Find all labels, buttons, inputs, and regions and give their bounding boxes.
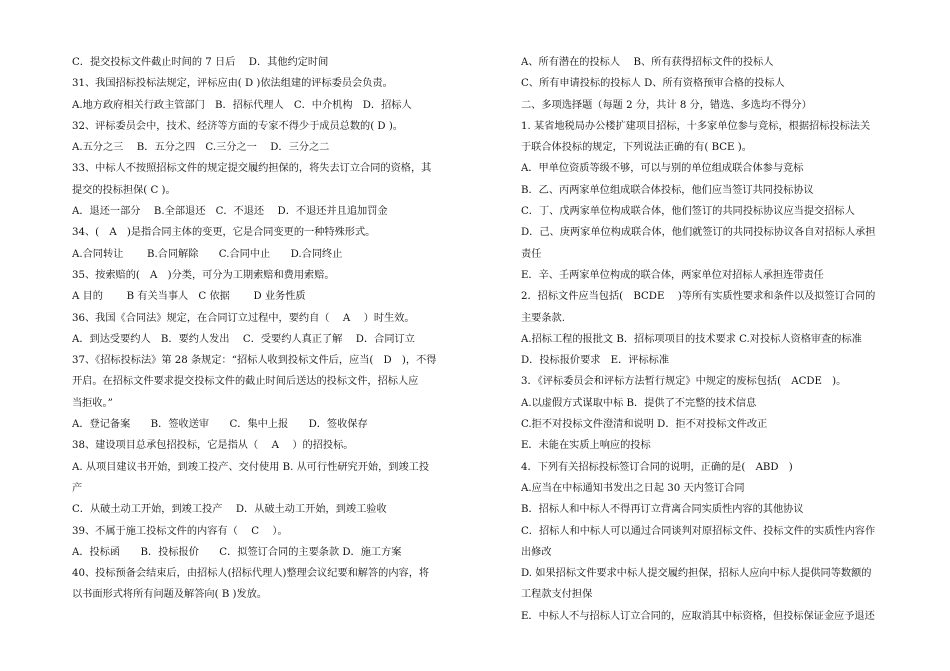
text-line: 于联合体投标的规定，下列说法正确的有( BCE )。 — [521, 142, 752, 154]
text-line: C．提交投标文件截止时间的 7 日后 D．其他约定时间 — [72, 57, 329, 68]
text-line: 2．招标文件应当包括( BCDE )等所有实质性要求和条件以及拟签订合同的 — [521, 291, 876, 303]
text-line: A.应当在中标通知书发出之日起 30 天内签订合同 — [521, 482, 745, 494]
text-line: A、所有潜在的投标人 B、所有获得招标文件的投标人 — [521, 57, 774, 68]
text-line: 以书面形式将所有问题及解答向( B )发放。 — [72, 589, 268, 601]
text-line: A.招标工程的报批文 B．招标项项目的技术要求 C.对投标人资格审查的标准 — [521, 333, 862, 345]
text-line: C、所有申请投标的投标人 D、所有资格预审合格的投标人 — [521, 78, 785, 90]
text-line: 36、我国《合同法》规定，在合同订立过程中，要约自（ A ）时生效。 — [72, 312, 415, 324]
text-line: A.五分之三 B．五分之四 C.三分之一 D．三分之二 — [72, 142, 330, 154]
text-line: C．招标人和中标人可以通过合同谈判对原招标文件、投标文件的实质性内容作 — [521, 525, 876, 537]
text-line: 40、投标预备会结束后，由招标人(招标代理人)整理会议纪要和解答的内容，将 — [72, 568, 430, 580]
text-line: C．从破土动工开始，到竣工投产 D．从破土动工开始，到竣工验收 — [72, 504, 387, 516]
text-line: 39、不属于施工投标文件的内容有（ C ）。 — [72, 525, 288, 537]
text-line: 提交的投标担保( C )。 — [72, 184, 176, 196]
text-line: D．投标报价要求 E．评标标准 — [521, 355, 670, 367]
text-line: 31、我国招标投标法规定，评标应由( D )依法组建的评标委员会负责。 — [72, 78, 393, 90]
text-line: D．己、庚两家单位构成联合体，他们就签订的共同投标协议各自对招标人承担 — [521, 227, 876, 239]
text-line: A．退还一部分 B.全部退还 C．不退还 D．不退还并且追加罚金 — [72, 206, 388, 218]
text-line: 37、《招标投标法》第 28 条规定：“招标人收到投标文件后，应当( D )，不得 — [72, 355, 437, 367]
text-line: 工程款支付担保 — [521, 589, 593, 601]
text-line: 35、按索赔的( A )分类，可分为工期索赔和费用索赔。 — [72, 269, 335, 281]
text-line: A．投标函 B．投标报价 C．拟签订合同的主要条款 D．施工方案 — [72, 546, 402, 558]
text-line: C.拒不对投标文件澄清和说明 D．拒不对投标文件改正 — [521, 419, 768, 431]
text-line: 二、多项选择题（每题 2 分，共计 8 分，错选、多选均不得分） — [521, 99, 812, 111]
text-line: A.合同转让 B.合同解除 C.合同中止 D.合同终止 — [72, 248, 343, 260]
text-line: A．甲单位资质等级不够，可以与别的单位组成联合体参与竞标 — [521, 163, 804, 175]
left-column — [72, 52, 460, 606]
right-column — [521, 52, 916, 627]
text-line: D. 如果招标文件要求中标人提交履约担保，招标人应向中标人提供同等数额的 — [521, 568, 872, 580]
text-line: B．乙、丙两家单位组成联合体投标，他们应当签订共同投标协议 — [521, 184, 814, 196]
text-line: 产 — [72, 482, 83, 494]
text-line: A．登记备案 B．签收送审 C．集中上报 D．签收保存 — [72, 419, 368, 431]
text-line: 4．下列有关招标投标签订合同的说明，正确的是( ABD ) — [521, 461, 793, 473]
text-line: A．到达受要约人 B．要约人发出 C．受要约人真正了解 D．合同订立 — [72, 333, 415, 345]
text-line: E．辛、壬两家单位构成的联合体，两家单位对招标人承担连带责任 — [521, 269, 824, 281]
text-line: C．丁、戊两家单位构成联合体，他们签订的共同投标协议应当提交招标人 — [521, 206, 855, 218]
text-line: A 目的 B 有关当事人 C 依据 D 业务性质 — [72, 291, 306, 303]
text-line: 32、评标委员会中，技术、经济等方面的专家不得少于成员总数的( D )。 — [72, 120, 403, 132]
text-line: 当拒收。” — [72, 397, 113, 409]
text-line: 34、( A )是指合同主体的变更，它是合同变更的一种特殊形式。 — [72, 227, 376, 239]
text-line: 出修改 — [521, 546, 552, 558]
text-line: 38、建设项目总承包招投标，它是指从（ A ）的招投标。 — [72, 440, 354, 452]
text-line: A.地方政府相关行政主管部门 B．招标代理人 C．中介机构 D．招标人 — [72, 99, 412, 111]
text-line: 3．《评标委员会和评标方法暂行规定》中规定的废标包括( ACDE )。 — [521, 376, 847, 388]
text-line: A.以虚假方式谋取中标 B．提供了不完整的技术信息 — [521, 397, 757, 409]
text-line: 责任 — [521, 248, 542, 260]
text-line: B．招标人和中标人不得再订立背离合同实质性内容的其他协议 — [521, 504, 804, 516]
text-line: E．中标人不与招标人订立合同的，应取消其中标资格，但投标保证金应予退还 — [521, 610, 875, 622]
text-line: 开启。在招标文件要求提交投标文件的截止时间后送达的投标文件，招标人应 — [72, 376, 419, 388]
text-line: 1. 某省地税局办公楼扩建项目招标，十多家单位参与竞标，根据招标投标法关 — [521, 120, 871, 132]
text-line: 33、中标人不按照招标文件的规定提交履约担保的，将失去订立合同的资格，其 — [72, 163, 432, 175]
text-line: 主要条款. — [521, 312, 565, 324]
text-line: E．未能在实质上响应的投标 — [521, 440, 651, 452]
text-line: A. 从项目建议书开始，到竣工投产、交付使用 B. 从可行性研究开始，到竣工投 — [72, 461, 430, 473]
